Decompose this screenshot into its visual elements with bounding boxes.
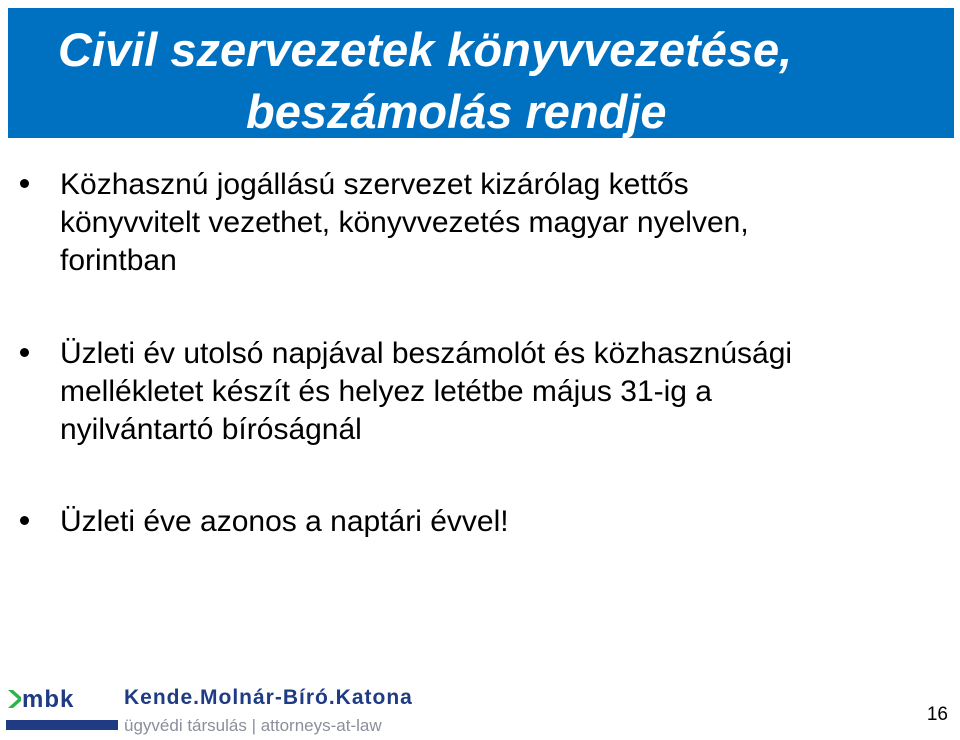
page-number: 16: [926, 704, 948, 725]
firm-name: Kende.Molnár-Bíró.Katona: [124, 686, 413, 709]
bullet-dot-icon: [20, 179, 29, 188]
bullet-line: Közhasznú jogállású szervezet kizárólag kettős: [60, 168, 689, 201]
bullet-dot-icon: [20, 516, 29, 525]
bullet-line: Üzleti év utolsó napjával beszámolót és közhasznúsági: [60, 337, 793, 370]
bullet-text-1: [60, 166, 940, 280]
bullet-line: Üzleti éve azonos a naptári évvel!: [60, 505, 509, 538]
slide-title-line-1: Civil szervezetek könyvvezetése,: [58, 23, 793, 76]
slide-title-line-2: beszámolás rendje: [246, 85, 667, 138]
svg-text:mbk: mbk: [22, 686, 75, 713]
bullet-text-2: [60, 335, 940, 449]
bullet-dot-icon: [20, 348, 29, 357]
logo-bar: [6, 720, 118, 730]
bullet-line: forintban: [60, 244, 177, 277]
bullet-line: könyvvitelt vezethet, könyvvezetés magyar nyelven,: [60, 206, 749, 239]
mbk-logo-icon: [6, 684, 112, 714]
bullet-line: mellékletet készít és helyez letétbe május 31-ig a: [60, 375, 712, 408]
bullet-text-3: [60, 503, 940, 541]
firm-tagline: ügyvédi társulás | attorneys-at-law: [124, 716, 382, 735]
firm-logo: [6, 684, 446, 738]
title-band: [8, 8, 954, 138]
bullet-line: nyilvántartó bíróságnál: [60, 413, 362, 446]
